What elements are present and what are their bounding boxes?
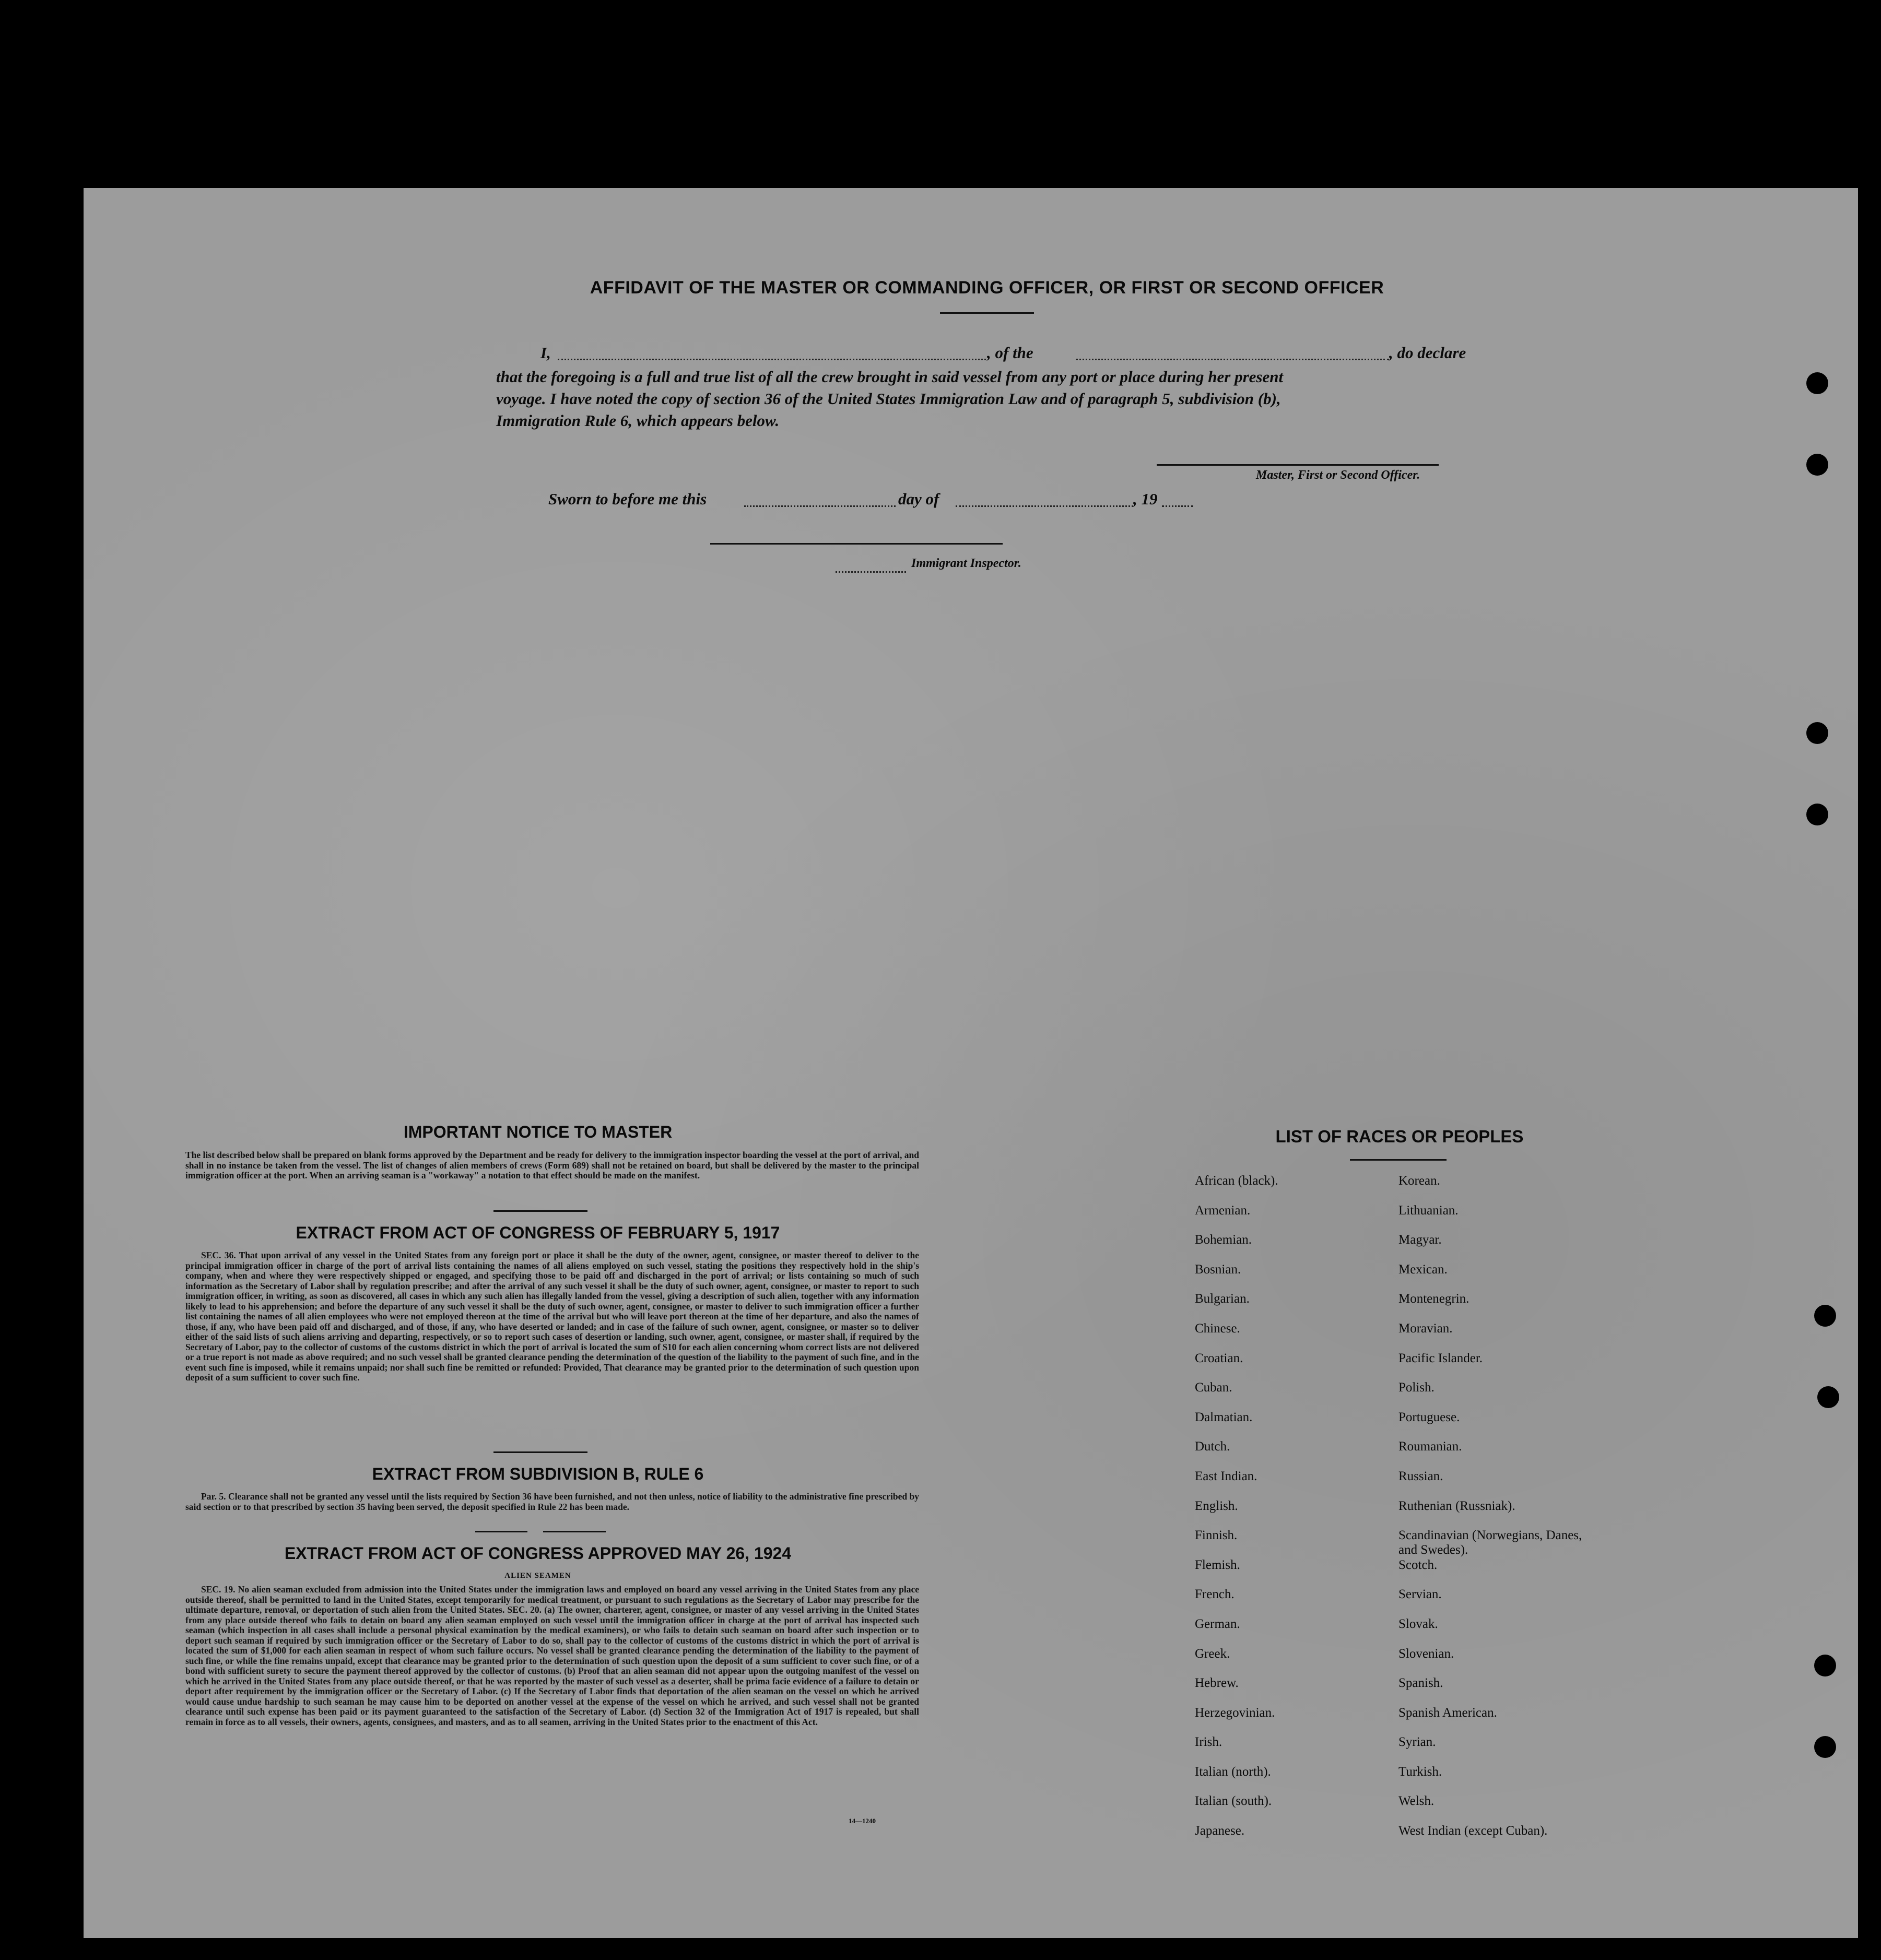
race-item: Lithuanian. <box>1398 1203 1459 1218</box>
title-divider <box>940 312 1034 314</box>
race-item: Italian (north). <box>1195 1764 1271 1779</box>
inspector-signature-line[interactable] <box>710 543 1003 545</box>
race-item: Russian. <box>1398 1469 1443 1483</box>
race-item: Greek. <box>1195 1646 1230 1661</box>
extract-1917-text: SEC. 36. That upon arrival of any vessel in the United States from any foreign port or place it shall be the duty of the owner, agent, consignee, or master thereof to deliver to the principal immigration officer in charge of the port of arrival lists containing the names of all aliens employed on such vessel, stating the positions they respectively hold in the ship's company, when and where they were respectively shipped or engaged, and specifying those to be paid off and discharged in the port of arrival; or lists containing so much of such information as the Secretary of Labor shall by regulation prescribe; and after the arrival of any such vessel it shall be the duty of such owner, agent, consignee, or master to report to such immigration officer, in writing, as soon as discovered, all cases in which any such alien has illegally landed from the vessel, giving a description of such alien, together with any information likely to lead to his apprehension; and before the departure of any such vessel it shall be the duty of such owner, agent, consignee, or master to deliver to such immigration officer a further list containing the names of all alien employees who were not employed thereon at the time of the arrival but who will leave port thereon at the time of her departure, and also the names of those, if any, who have been paid off and discharged, and of those, if any, who have deserted or landed; and in case of the failure of such owner, agent, consignee, or master so to deliver either of the said lists of such aliens arriving and departing, respectively, or so to report such cases of desertion or landing, such owner, agent, consignee, or master shall, if required by the Secretary of Labor, pay to the collector of customs of the customs district in which the port of arrival is located the sum of $10 for each alien concerning whom correct lists are not delivered or a true report is not made as above required; and no such vessel shall be granted clearance pending the determination of the question of the liability to the payment of such fine, and in the event such fine is imposed, while it remains unpaid; nor shall such fine be remitted or refunded: Provided, That clearance may be granted prior to the determination of such question upon deposit of a sum sufficient to cover such fine. <box>185 1250 919 1383</box>
race-item: Bohemian. <box>1195 1233 1252 1247</box>
race-item: Servian. <box>1398 1587 1442 1602</box>
race-item: Roumanian. <box>1398 1439 1462 1454</box>
race-item: Moravian. <box>1398 1321 1453 1336</box>
affidavit-line4: Immigration Rule 6, which appears below. <box>496 411 780 430</box>
race-item: Irish. <box>1195 1735 1222 1750</box>
race-item: Montenegrin. <box>1398 1292 1469 1306</box>
extract-1917-divider <box>493 1451 587 1453</box>
affidavit-declare: , do declare <box>1389 344 1466 362</box>
race-item: Italian (south). <box>1195 1794 1272 1809</box>
race-item: Scotch. <box>1398 1557 1438 1572</box>
race-item: Cuban. <box>1195 1380 1232 1395</box>
race-item: East Indian. <box>1195 1469 1257 1483</box>
notice-divider <box>493 1210 587 1212</box>
punch-hole <box>1817 1386 1839 1408</box>
race-item: Croatian. <box>1195 1351 1243 1365</box>
race-item: Chinese. <box>1195 1321 1240 1336</box>
affidavit-line3: voyage. I have noted the copy of section 36 of the United States Immigration Law and of paragraph 5, subdivision (b), <box>496 389 1281 408</box>
race-item: Herzegovinian. <box>1195 1705 1275 1720</box>
race-item: Hebrew. <box>1195 1676 1239 1691</box>
rule6-text: Par. 5. Clearance shall not be granted any vessel until the lists required by Section 36 have been furnished, and not then unless, notice of liability to the administrative fine prescribed by said section or to that prescribed by section 35 having been served, the deposit specified in Rule 22 has been made. <box>185 1491 919 1512</box>
form-number: 14—1240 <box>849 1817 876 1825</box>
race-item: Ruthenian (Russniak). <box>1398 1498 1515 1513</box>
race-item: English. <box>1195 1498 1238 1513</box>
race-item: Magyar. <box>1398 1233 1442 1247</box>
races-right-column <box>1398 1174 1597 1853</box>
race-item: Welsh. <box>1398 1794 1435 1809</box>
race-item: Flemish. <box>1195 1557 1240 1572</box>
races-left-column <box>1195 1174 1383 1853</box>
punch-hole <box>1814 1736 1836 1758</box>
punch-hole <box>1806 804 1828 825</box>
affidavit-of-the: , of the <box>987 344 1033 362</box>
affidavit-title: AFFIDAVIT OF THE MASTER OR COMMANDING OFFICER, OR FIRST OR SECOND OFFICER <box>590 278 1384 298</box>
affidavit-line2: that the foregoing is a full and true list of all the crew brought in said vessel from any port or place during her present <box>496 368 1284 386</box>
race-item: Slovak. <box>1398 1616 1438 1631</box>
punch-hole <box>1806 722 1828 744</box>
rule6-divider-left <box>475 1531 527 1532</box>
inspector-caption: Immigrant Inspector. <box>911 557 1021 570</box>
sworn-month-line[interactable] <box>956 505 1133 507</box>
rule6-divider-right <box>543 1531 606 1532</box>
races-divider <box>1350 1159 1447 1161</box>
punch-hole <box>1814 1305 1836 1327</box>
race-item: Scandinavian (Norwegians, Danes, and Swedes). <box>1398 1528 1582 1557</box>
race-item: Turkish. <box>1398 1764 1442 1779</box>
race-item: Japanese. <box>1195 1824 1245 1838</box>
race-item: African (black). <box>1195 1174 1278 1188</box>
vessel-field-line[interactable] <box>1076 359 1389 360</box>
race-item: Spanish. <box>1398 1676 1443 1691</box>
punch-hole <box>1806 454 1828 476</box>
race-item: German. <box>1195 1616 1240 1631</box>
race-item: Mexican. <box>1398 1262 1448 1277</box>
sworn-day-of: day of <box>898 490 939 508</box>
extract-1917-title: EXTRACT FROM ACT OF CONGRESS OF FEBRUARY 5, 1917 <box>296 1223 780 1242</box>
sworn-year-line[interactable] <box>1162 505 1193 507</box>
race-item: Bulgarian. <box>1195 1292 1250 1306</box>
race-item: Korean. <box>1398 1174 1440 1188</box>
notice-title: IMPORTANT NOTICE TO MASTER <box>403 1123 673 1141</box>
race-item: Syrian. <box>1398 1735 1436 1750</box>
race-item: Polish. <box>1398 1380 1435 1395</box>
extract-1924-text: SEC. 19. No alien seaman excluded from admission into the United States under the immigration laws and employed on board any vessel arriving in the United States from any place outside thereof, shall be permitted to land in the United States, except temporarily for medical treatment, or pursuant to such regulations as the Secretary of Labor may prescribe for the ultimate departure, removal, or deportation of such alien from the United States. SEC. 20. (a) The owner, charterer, agent, consignee, or master of any vessel arriving in the United States from any place outside thereof who fails to detain on board any alien seaman employed on such vessel until the immigration officer in charge at the port of arrival has inspected such seaman (which inspection in all cases shall include a personal physical examination by the medical examiners), or who fails to detain such seaman on board after such inspection or to deport such seaman if required by such immigration officer or the Secretary of Labor to do so, shall pay to the collector of customs of the customs district in which the port of arrival is located the sum of $1,000 for each alien seaman in respect of whom such failure occurs. No vessel shall be granted clearance pending the determination of the liability to the payment of such fine, or while the fine remains unpaid, except that clearance may be granted prior to the determination of such question upon the deposit of a sum sufficient to cover such fine, or of a bond with sufficient surety to secure the payment thereof approved by the collector of customs. (b) Proof that an alien seaman did not appear upon the outgoing manifest of the vessel on which he arrived in the United States from any place outside thereof, or that he was reported by the master of such vessel as a deserter, shall be prima facie evidence of a failure to detain or deport after requirement by the immigration officer or the Secretary of Labor. (c) If the Secretary of Labor finds that deportation of the alien seaman on the vessel on which he arrived would cause undue hardship to such seaman he may cause him to be deported on another vessel at the expense of the vessel on which he arrived, and such vessel shall not be granted clearance until such expense has been paid or its payment guaranteed to the satisfaction of the Secretary of Labor. (d) Section 32 of the Immigration Act of 1917 is repealed, but shall remain in force as to all vessels, their owners, agents, consignees, and masters, and as to all seamen, arriving in the United States prior to the enactment of this Act. <box>185 1584 919 1727</box>
rule6-title: EXTRACT FROM SUBDIVISION B, RULE 6 <box>372 1465 704 1483</box>
alien-seamen-subtitle: ALIEN SEAMEN <box>504 1572 571 1580</box>
race-item: Finnish. <box>1195 1528 1238 1543</box>
race-item: French. <box>1195 1587 1235 1602</box>
races-title: LIST OF RACES OR PEOPLES <box>1275 1127 1524 1146</box>
punch-hole <box>1806 372 1828 394</box>
name-field-line[interactable] <box>558 359 986 360</box>
master-signature-line[interactable] <box>1157 464 1439 466</box>
inspector-dotted <box>836 571 906 573</box>
extract-1924-title: EXTRACT FROM ACT OF CONGRESS APPROVED MAY 26, 1924 <box>284 1544 792 1563</box>
notice-text: The list described below shall be prepared on blank forms approved by the Department and be ready for delivery to the immigration inspector boarding the vessel at the port of arrival, and shall in no instance be taken from the vessel. The list of changes of alien members of crews (Form 689) shall not be retained on board, but shall be delivered by the master to the principal immigration officer at the port. When an arriving seaman is a "workaway" a notation to that effect should be made on the manifest. <box>185 1150 919 1180</box>
race-item: West Indian (except Cuban). <box>1398 1824 1548 1838</box>
race-item: Slovenian. <box>1398 1646 1454 1661</box>
master-caption: Master, First or Second Officer. <box>1256 468 1420 482</box>
race-item: Portuguese. <box>1398 1410 1460 1424</box>
affidavit-i: I, <box>540 344 551 362</box>
race-item: Spanish American. <box>1398 1705 1497 1720</box>
race-item: Dalmatian. <box>1195 1410 1253 1424</box>
affidavit-body <box>496 342 1483 432</box>
race-item: Dutch. <box>1195 1439 1230 1454</box>
sworn-day-line[interactable] <box>744 505 896 507</box>
sworn-prefix: Sworn to before me this <box>548 490 707 508</box>
race-item: Armenian. <box>1195 1203 1251 1218</box>
race-item: Bosnian. <box>1195 1262 1241 1277</box>
sworn-year: , 19 <box>1133 490 1158 508</box>
race-item: Pacific Islander. <box>1398 1351 1483 1365</box>
punch-hole <box>1814 1655 1836 1676</box>
